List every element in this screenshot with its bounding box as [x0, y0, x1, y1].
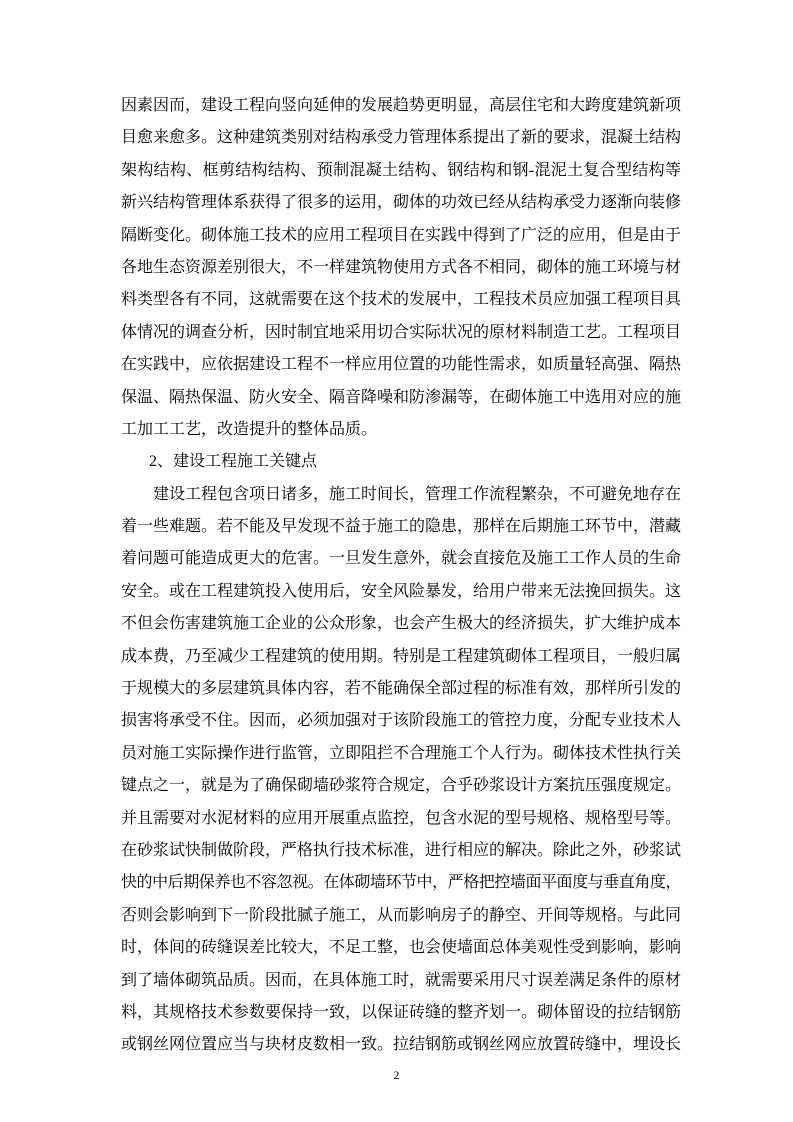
paragraph-2-line-7: 于规模大的多层建筑具体内容，若不能确保全部过程的标准有效，那样所引发的	[121, 680, 682, 698]
paragraph-1-line-9: 在实践中，应依据建设工程不一样应用位置的功能性需求，如质量轻高强、隔热	[121, 356, 682, 374]
paragraph-2-line-8: 损害将承受不住。因而，必须加强对于该阶段施工的管控力度，分配专业技术人	[121, 712, 682, 730]
paragraph-2-line-10: 键点之一，就是为了确保砌墙砂浆符合规定，合乎砂浆设计方案抗压强度规定。	[121, 777, 682, 795]
paragraph-1-line-2: 目愈来愈多。这种建筑类别对结构承受力管理体系提出了新的要求，混凝土结构	[121, 129, 682, 147]
page-number: 2	[393, 1068, 400, 1082]
paragraph-2-line-3: 着问题可能造成更大的危害。一旦发生意外，就会直接危及施工工作人员的生命	[121, 550, 682, 568]
paragraph-2	[121, 479, 681, 1062]
paragraph-2-line-9: 员对施工实际操作进行监管，立即阻拦不合理施工个人行为。砌体技术性执行关	[121, 744, 682, 762]
paragraph-2-line-5: 不但会伤害建筑施工企业的公众形象，也会产生极大的经济损失，扩大维护成本	[121, 615, 682, 633]
paragraph-2-line-15: 时，体间的砖缝误差比较大，不足工整，也会使墙面总体美观性受到影响，影响	[121, 939, 682, 957]
paragraph-1-line-3: 架构结构、框剪结构结构、预制混凝土结构、钢结构和钢-混泥土复合型结构等	[121, 161, 681, 179]
paragraph-1-line-1: 因素因而，建设工程向竖向延伸的发展趋势更明显，高层住宅和大跨度建筑新项	[121, 97, 682, 114]
paragraph-2-line-18: 或钢丝网位置应当与块材皮数相一致。拉结钢筋或钢丝网应放置砖缝中，埋设长	[121, 1036, 682, 1054]
paragraph-1	[121, 90, 681, 446]
paragraph-2-line-6: 成本费，乃至减少工程建筑的使用期。特别是工程建筑砌体工程项目，一般归属	[121, 647, 682, 665]
paragraph-1-line-6: 各地生态资源差别很大，不一样建筑物使用方式各不相同，砌体的施工环境与材	[121, 258, 682, 276]
paragraph-2-line-12: 在砂浆试快制做阶段，严格执行技术标准，进行相应的解决。除此之外，砂浆试	[121, 841, 682, 859]
paragraph-1-line-5: 隔断变化。砌体施工技术的应用工程项目在实践中得到了广泛的应用，但是由于	[121, 226, 682, 244]
paragraph-2-line-16: 到了墙体砌筑品质。因而，在具体施工时，就需要采用尺寸误差满足条件的原材	[121, 971, 682, 989]
paragraph-2-line-1: 建设工程包含项日诸多，施工时间长，管理工作流程繁杂，不可避免地存在	[153, 485, 682, 503]
paragraph-1-line-4: 新兴结构管理体系获得了很多的运用，砌体的功效已经从结构承受力逐渐向装修	[121, 194, 682, 212]
paragraph-1-line-8: 体情况的调查分析，因时制宜地采用切合实际状况的原材料制造工艺。工程项目	[121, 323, 682, 341]
paragraph-1-line-11: 工加工工艺，改造提升的整体品质。	[121, 420, 378, 438]
paragraph-2-line-13: 快的中后期保养也不容忽视。在体砌墙环节中，严格把控墙面平面度与垂直角度，	[121, 874, 681, 892]
section-heading: 2、建设工程施工关键点	[149, 453, 318, 471]
paragraph-1-line-7: 料类型各有不同，这就需要在这个技术的发展中，工程技术员应加强工程项目具	[121, 291, 682, 309]
paragraph-1-line-10: 保温、隔热保温、防火安全、隔音降噪和防渗漏等，在砌体施工中选用对应的施	[121, 388, 682, 406]
body-text	[121, 90, 681, 1062]
paragraph-2-line-2: 着一些难题。若不能及早发现不益于施工的隐患，那样在后期施工环节中，潜藏	[121, 518, 682, 536]
paragraph-2-line-14: 否则会影响到下一阶段批腻子施工，从而影响房子的静空、开间等规格。与此同	[121, 906, 682, 924]
paragraph-2-line-17: 料，其规格技术参数要保持一致，以保证砖缝的整齐划一。砌体留设的拉结钢筋	[121, 1003, 682, 1021]
paragraph-2-line-4: 安全。或在工程建筑投入使用后，安全风险暴发，给用户带来无法挽回损失。这	[121, 582, 682, 600]
paragraph-2-line-11: 并且需要对水泥材料的应用开展重点监控，包含水泥的型号规格、规格型号等。	[121, 809, 682, 827]
